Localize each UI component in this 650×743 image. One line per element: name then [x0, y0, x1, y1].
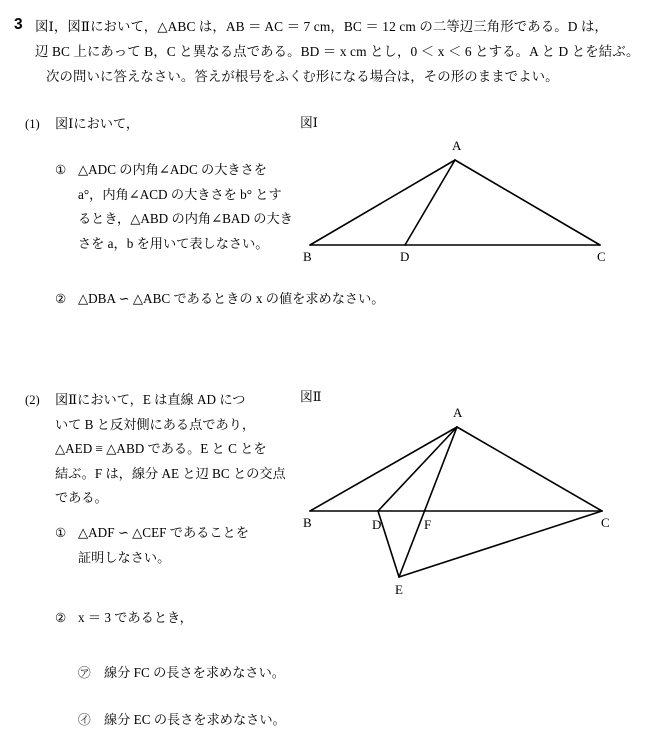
question-2-item-3-marker: ㋐ — [78, 666, 91, 680]
q2-lead-line-2: いて B と反対側にある点であり， — [55, 416, 256, 432]
figure-1 — [300, 124, 630, 274]
q2-i4-line-1: 線分 EC の長さを求めなさい。 — [104, 712, 286, 727]
vertex-label-B: B — [303, 515, 312, 530]
stem-line-3: 次の問いに答えなさい。答えが根号をふくむ形になる場合は，その形のままでよい。 — [46, 69, 559, 84]
figure-edge-AD — [405, 160, 455, 245]
q1-i1-line-3: るとき，△ABD の内角∠BAD の大き — [78, 211, 293, 226]
vertex-label-F: F — [424, 517, 432, 532]
q2-lead-line-3: △AED ≡ △ABD である。E と C とを — [55, 441, 267, 456]
vertex-label-A: A — [452, 138, 462, 153]
q2-i3-line-1: 線分 FC の長さを求めなさい。 — [104, 665, 285, 680]
figure-1-caption: 図Ⅰ — [300, 116, 318, 130]
problem-number: 3 — [14, 16, 23, 33]
stem-line-2: 辺 BC 上にあって B，C と異なる点である。BD ＝ x cm とし，0 ＜ x ＜ 6 とする。A と D とを結ぶ。 — [35, 44, 640, 59]
q2-i1-line-2: 証明しなさい。 — [78, 549, 171, 565]
figure-edge-AE — [399, 427, 457, 577]
vertex-label-D: D — [400, 249, 410, 264]
question-2-item-1-marker: ① — [55, 526, 67, 540]
question-2-item-2-body — [78, 606, 193, 631]
question-1-item-1-marker: ① — [55, 163, 67, 177]
question-1-item-2-body — [78, 287, 384, 312]
figure-1-svg — [300, 124, 630, 274]
question-2-lead — [55, 388, 286, 511]
vertex-label-B: B — [303, 249, 312, 264]
figure-edge-BA — [310, 427, 457, 511]
vertex-label-C: C — [597, 249, 606, 264]
problem-stem — [35, 14, 647, 89]
q1-i1-line-2: a°，内角∠ACD の大きさを b° とす — [78, 186, 282, 202]
q1-i1-line-1: △ADC の内角∠ADC の大きさを — [78, 162, 267, 177]
question-1-item-2-marker: ② — [55, 292, 67, 306]
q1-i1-line-4: さを a，b を用いて表しなさい。 — [78, 235, 269, 251]
figure-2 — [300, 398, 630, 608]
question-2-item-4-marker: ㋑ — [78, 713, 91, 727]
stem-line-1: 図Ⅰ，図Ⅱにおいて，△ABC は，AB ＝ AC ＝ 7 cm，BC ＝ 12 cm の二等辺三角形である。D は， — [35, 19, 608, 34]
question-1-item-1-body — [78, 158, 293, 256]
figure-2-caption: 図Ⅱ — [300, 390, 322, 404]
vertex-label-A: A — [453, 405, 463, 420]
vertex-label-D: D — [372, 517, 382, 532]
figure-edge-AD — [378, 427, 457, 511]
question-2-item-1-body — [78, 521, 249, 570]
figure-edge-AC — [455, 160, 600, 245]
question-2-item-3-body — [104, 661, 285, 686]
vertex-label-E: E — [395, 582, 403, 597]
question-2-label: (2) — [25, 393, 40, 407]
q2-lead-line-5: である。 — [55, 490, 108, 505]
question-2-item-4-body — [104, 708, 286, 733]
question-2-item-2-marker: ② — [55, 611, 67, 625]
question-1-label: (1) — [25, 117, 40, 131]
q2-lead-line-4: 結ぶ。F は，線分 AE と辺 BC との交点 — [55, 465, 286, 481]
question-1-lead: 図Ⅰにおいて， — [55, 116, 140, 131]
q2-i1-line-1: △ADF ∽ △CEF であることを — [78, 525, 249, 540]
q2-lead-line-1: 図Ⅱにおいて，E は直線 AD につ — [55, 392, 246, 407]
vertex-label-C: C — [601, 515, 610, 530]
figure-edge-AC — [457, 427, 602, 511]
figure-2-svg — [300, 398, 630, 608]
figure-edge-BA — [310, 160, 455, 245]
q2-i2-line-1: x ＝ 3 であるとき， — [78, 610, 193, 625]
q1-i2-line-1: △DBA ∽ △ABC であるときの x の値を求めなさい。 — [78, 291, 385, 306]
